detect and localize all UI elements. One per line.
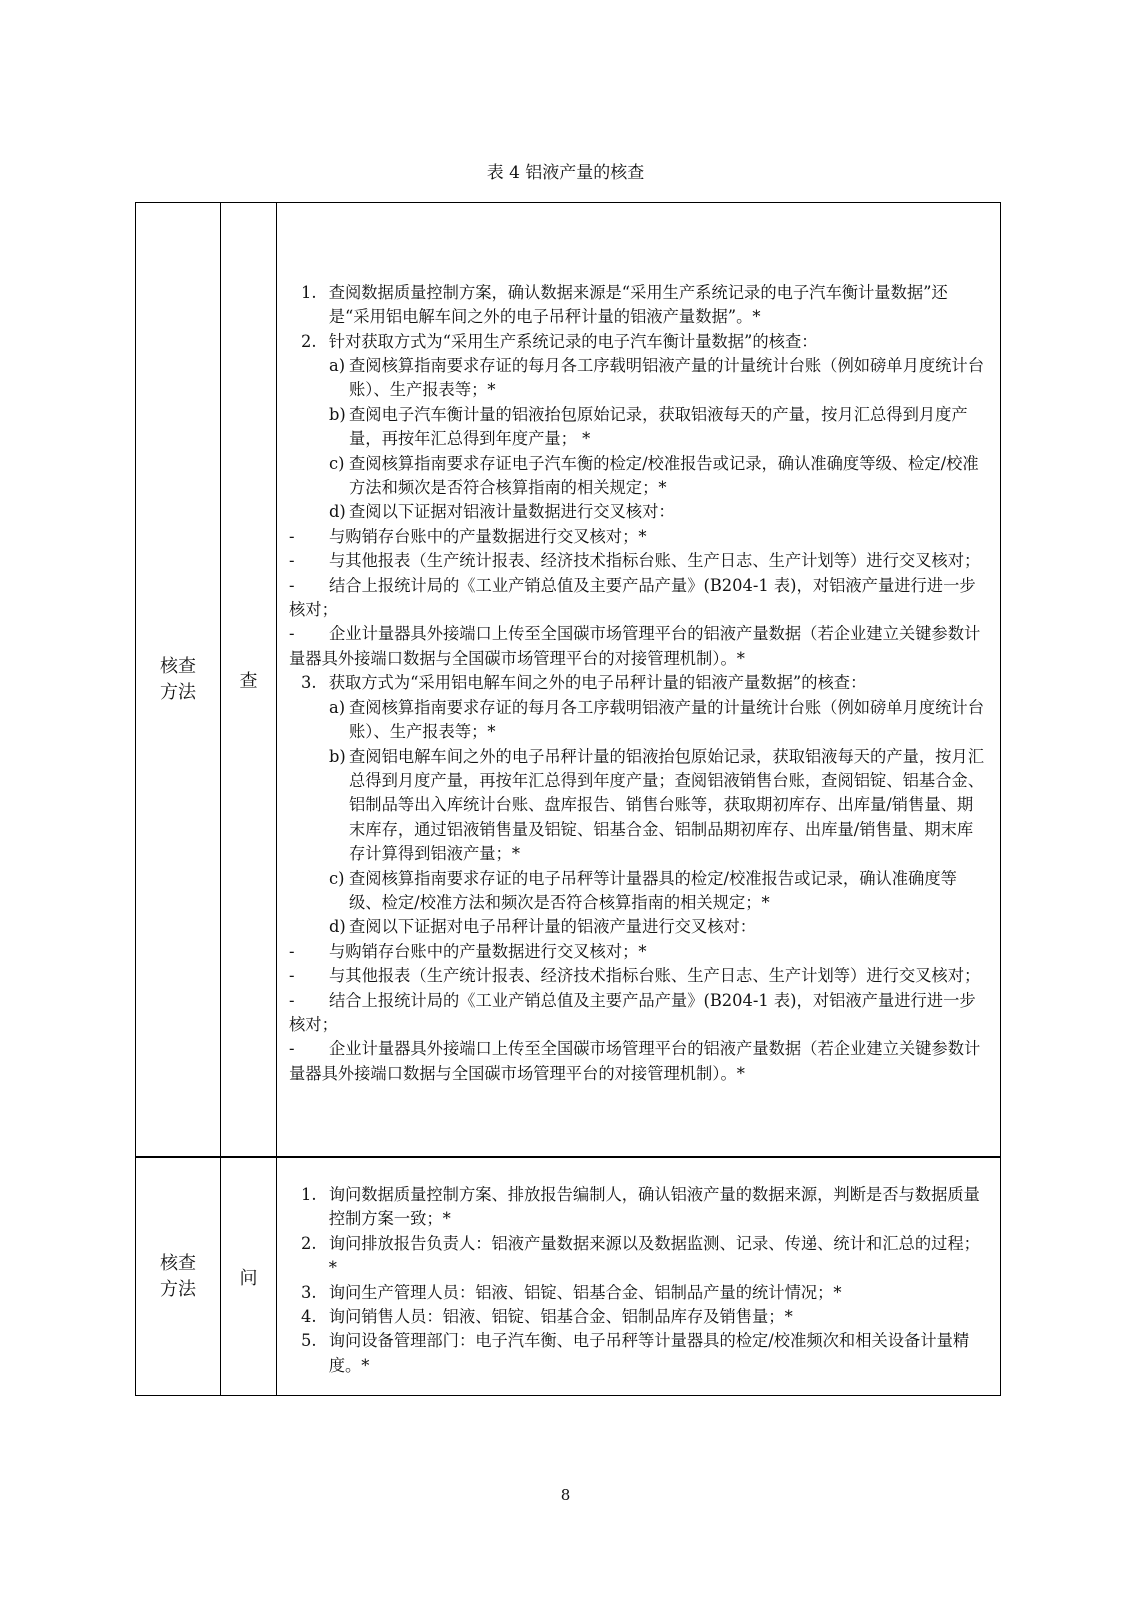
list-marker: c) [329, 453, 345, 473]
verification-table-inquiry [135, 1157, 1001, 1396]
list-text: 询问排放报告负责人：铝液产量数据来源以及数据监测、记录、传递、统计和汇总的过程；* [328, 1233, 980, 1278]
method-label-line: 方法 [160, 681, 196, 703]
list-text: 企业计量器具外接端口上传至全国碳市场管理平台的铝液产量数据（若企业建立关键参数计量器具外接端口数据与全国碳市场管理平台的对接管理机制）。* [289, 624, 981, 668]
list-text: 查阅核算指南要求存证的每月各工序载明铝液产量的计量统计台账（例如磅单月度统计台账）、生产报表等；* [349, 697, 984, 742]
list-item [309, 745, 988, 867]
check-type-cell: 查 [221, 203, 277, 1157]
list-text: 与购销存台账中的产量数据进行交叉核对；* [329, 526, 647, 546]
list-text: 企业计量器具外接端口上传至全国碳市场管理平台的铝液产量数据（若企业建立关键参数计量器具外接端口数据与全国碳市场管理平台的对接管理机制）。* [289, 1039, 981, 1083]
method-label-line: 核查 [160, 655, 196, 677]
page-number: 8 [560, 1486, 571, 1504]
list-text: 查阅核算指南要求存证的电子吊秤等计量器具的检定/校准报告或记录，确认准确度等级、检定/校准方法和频次是否符合核算指南的相关规定；* [349, 868, 957, 912]
content-cell [277, 203, 1001, 1157]
list-text: 查阅数据质量控制方案，确认数据来源是“采用生产系统记录的电子汽车衡计量数据”还是“采用铝电解车间之外的电子吊秤计量的铝液产量数据”。* [328, 282, 948, 327]
list-text: 查阅电子汽车衡计量的铝液抬包原始记录，获取铝液每天的产量，按月汇总得到月度产量，再按年汇总得到年度产量； * [349, 404, 968, 449]
list-item [309, 500, 988, 524]
list-marker: a) [329, 697, 346, 717]
list-text: 与购销存台账中的产量数据进行交叉核对；* [329, 941, 647, 961]
list-item [289, 964, 988, 988]
list-marker: - [289, 941, 295, 961]
list-item [289, 1037, 988, 1086]
list-item [289, 989, 988, 1038]
list-item [289, 940, 988, 964]
list-item [301, 330, 988, 354]
list-item [289, 574, 988, 623]
list-item [301, 1232, 988, 1281]
list-marker: 1. [301, 1184, 317, 1204]
list-marker: - [289, 1039, 295, 1059]
list-text: 查阅核算指南要求存证的每月各工序载明铝液产量的计量统计台账（例如磅单月度统计台账）、生产报表等；* [349, 356, 984, 400]
list-item [289, 549, 988, 573]
list-marker: 4. [301, 1306, 317, 1326]
list-text: 查阅铝电解车间之外的电子吊秤计量的铝液抬包原始记录，获取铝液每天的产量，按月汇总得到月度产量，再按年汇总得到年度产量；查阅铝液销售台账，查阅铝锭、铝基合金、铝制品等出入库统计台账、盘库报告、销售台账等，获取期初库存、出库量/销售量、期末库存，通过铝液销售量及铝锭、铝基合金、铝制品期初库存、出库量/销售量、期末库存计算得到铝液产量；* [349, 746, 984, 864]
list-text: 询问生产管理人员：铝液、铝锭、铝基合金、铝制品产量的统计情况；* [328, 1282, 842, 1302]
list-item [301, 281, 988, 330]
list-marker: - [289, 575, 295, 595]
list-text: 针对获取方式为“采用生产系统记录的电子汽车衡计量数据”的核查： [328, 331, 818, 351]
list-item [301, 1281, 988, 1305]
list-text: 询问设备管理部门：电子汽车衡、电子吊秤等计量器具的检定/校准频次和相关设备计量精度。* [328, 1331, 970, 1375]
list-marker: 3. [301, 673, 317, 693]
content-cell [277, 1158, 1001, 1396]
list-item [301, 1305, 988, 1329]
content-list [277, 261, 1000, 1098]
list-item [309, 354, 988, 403]
list-marker: - [289, 966, 295, 986]
list-marker: a) [329, 356, 346, 376]
list-item [301, 1183, 988, 1232]
list-item [309, 403, 988, 452]
list-item [301, 671, 988, 695]
list-marker: - [289, 526, 295, 546]
list-marker: - [289, 624, 295, 644]
list-item [309, 696, 988, 745]
list-text: 获取方式为“采用铝电解车间之外的电子吊秤计量的铝液产量数据”的核查： [328, 673, 867, 693]
list-text: 与其他报表（生产统计报表、经济技术指标台账、生产日志、生产计划等）进行交叉核对； [329, 551, 981, 571]
list-item [289, 622, 988, 671]
method-label-line: 方法 [160, 1278, 196, 1300]
list-item [309, 867, 988, 916]
verification-table-check [135, 202, 1001, 1157]
list-marker: c) [329, 868, 345, 888]
inquiry-type-cell: 问 [221, 1158, 277, 1396]
list-item [309, 452, 988, 501]
list-marker: 2. [301, 1233, 317, 1253]
list-text: 结合上报统计局的《工业产销总值及主要产品产量》(B204-1 表)，对铝液产量进行进一步核对； [289, 575, 976, 620]
list-marker: b) [329, 746, 346, 766]
method-label-cell [136, 203, 221, 1157]
list-marker: 5. [301, 1331, 317, 1351]
list-marker: - [289, 990, 295, 1010]
method-label-cell [136, 1158, 221, 1396]
list-text: 结合上报统计局的《工业产销总值及主要产品产量》(B204-1 表)，对铝液产量进行进一步核对； [289, 990, 976, 1034]
list-item [289, 525, 988, 549]
table-caption: 表 4 铝液产量的核查 [486, 163, 645, 183]
list-text: 查阅以下证据对电子吊秤计量的铝液产量进行交叉核对： [349, 917, 757, 937]
list-text: 查阅核算指南要求存证电子汽车衡的检定/校准报告或记录，确认准确度等级、检定/校准方法和频次是否符合核算指南的相关规定；* [349, 453, 979, 498]
list-marker: 1. [301, 282, 317, 302]
list-marker: b) [329, 404, 346, 424]
list-text: 询问销售人员：铝液、铝锭、铝基合金、铝制品库存及销售量；* [328, 1306, 793, 1326]
list-text: 查阅以下证据对铝液计量数据进行交叉核对： [349, 502, 675, 522]
list-marker: d) [329, 502, 346, 522]
list-item [309, 915, 988, 939]
content-list [277, 1163, 1000, 1390]
list-item [301, 1329, 988, 1378]
list-marker: 3. [301, 1282, 317, 1302]
list-marker: 2. [301, 331, 317, 351]
list-text: 询问数据质量控制方案、排放报告编制人，确认铝液产量的数据来源，判断是否与数据质量控制方案一致；* [328, 1184, 980, 1229]
list-marker: - [289, 551, 295, 571]
list-marker: d) [329, 917, 346, 937]
list-text: 与其他报表（生产统计报表、经济技术指标台账、生产日志、生产计划等）进行交叉核对； [329, 966, 981, 986]
method-label-line: 核查 [160, 1252, 196, 1274]
